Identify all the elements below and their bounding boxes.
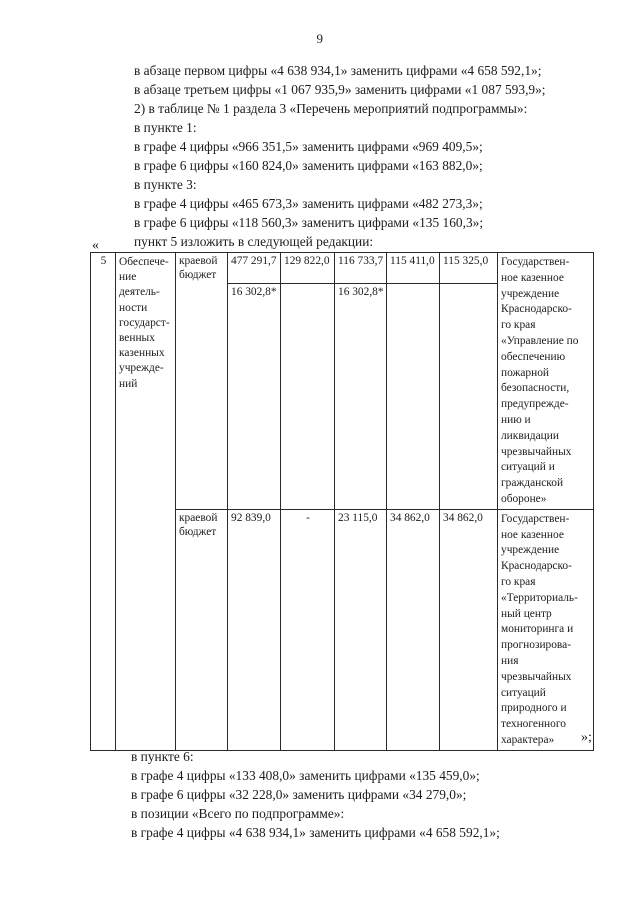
- text-line: в пункте 6:: [131, 749, 194, 764]
- value-cell: 115 325,0: [440, 253, 498, 284]
- text-line: в графе 4 цифры «465 673,3» заменить цифрами «482 273,3»;: [134, 196, 483, 211]
- text-line: в абзаце третьем цифры «1 067 935,9» заменить цифрами «1 087 593,9»;: [134, 82, 546, 97]
- value-cell: -: [281, 509, 335, 750]
- open-quote: «: [92, 238, 99, 253]
- value-cell: [440, 284, 498, 509]
- value-cell: [281, 284, 335, 509]
- funding-source-cell: краевой бюджет: [176, 509, 228, 750]
- funding-source-cell: краевой бюджет: [176, 253, 228, 510]
- text-line: в абзаце первом цифры «4 638 934,1» заменить цифрами «4 658 592,1»;: [134, 63, 542, 78]
- page-number: 9: [316, 31, 324, 46]
- executor-cell: Государствен- ное казенное учреждение Краснодарско- го края «Управление по обеспечению пожарной безопасности, предупрежде- нию и ликвидации чрезвычайных ситуаций и гражданской обороне»: [498, 253, 594, 510]
- value-cell: 92 839,0: [228, 509, 281, 750]
- measures-table: [90, 252, 594, 751]
- value-cell: 129 822,0: [281, 253, 335, 284]
- text-line: в графе 4 цифры «133 408,0» заменить цифрами «135 459,0»;: [131, 768, 480, 783]
- value-cell: 16 302,8*: [228, 284, 281, 509]
- text-line: в графе 6 цифры «118 560,3» заменитъ цифрами «135 160,3»;: [134, 215, 484, 230]
- value-cell: 34 862,0: [387, 509, 440, 750]
- value-cell: 477 291,7: [228, 253, 281, 284]
- text-line: в графе 4 цифры «966 351,5» заменить цифрами «969 409,5»;: [134, 139, 483, 154]
- text-line: в графе 4 цифры «4 638 934,1» заменить цифрами «4 658 592,1»;: [131, 825, 500, 840]
- text-line: в графе 6 цифры «160 824,0» заменить цифрами «163 882,0»;: [134, 158, 483, 173]
- measure-name-cell: Обеспече- ние деятель- ности государст- венных казенных учрежде- ний: [116, 253, 176, 751]
- executor-cell: Государствен- ное казенное учреждение Краснодарско- го края «Территориаль- ный центр мониторинга и прогнозирова- ния чрезвычайных ситуаций природного и техногенного характера»: [498, 509, 594, 750]
- text-line: в графе 6 цифры «32 228,0» заменить цифрами «34 279,0»;: [131, 787, 467, 802]
- close-quote: »;: [581, 730, 592, 745]
- text-line: пункт 5 изложить в следующей редакции:: [134, 234, 374, 249]
- value-cell: [387, 284, 440, 509]
- text-line: в позиции «Всего по подпрограмме»:: [131, 806, 345, 821]
- value-cell: 34 862,0: [440, 509, 498, 750]
- row-number-cell: 5: [91, 253, 116, 751]
- text-line: в пункте 1:: [134, 120, 197, 135]
- text-line: в пункте 3:: [134, 177, 197, 192]
- value-cell: 16 302,8*: [335, 284, 387, 509]
- value-cell: 115 411,0: [387, 253, 440, 284]
- value-cell: 23 115,0: [335, 509, 387, 750]
- value-cell: 116 733,7: [335, 253, 387, 284]
- text-line: 2) в таблице № 1 раздела 3 «Перечень мероприятий подпрограммы»:: [134, 101, 528, 116]
